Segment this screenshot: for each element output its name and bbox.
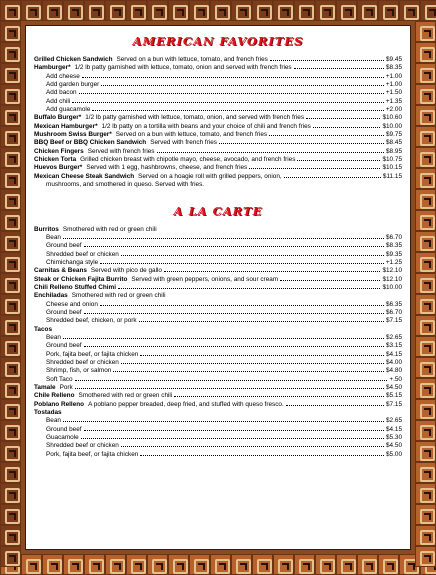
dot-leader bbox=[75, 380, 388, 381]
dot-leader bbox=[84, 313, 384, 314]
dot-leader bbox=[121, 446, 384, 447]
border-tile bbox=[0, 84, 21, 105]
item-name: Burritos bbox=[34, 225, 59, 233]
item-price: $10.15 bbox=[382, 164, 402, 172]
item-name: Pork, fajita beef, or fajita chicken bbox=[46, 350, 139, 358]
menu-item bbox=[34, 131, 402, 139]
border-tile bbox=[415, 315, 436, 336]
border-tile bbox=[0, 21, 21, 42]
border-tile bbox=[252, 0, 273, 21]
item-price: $4.50 bbox=[386, 384, 402, 392]
menu-option bbox=[34, 376, 402, 384]
dot-leader bbox=[84, 246, 384, 247]
border-tile bbox=[415, 357, 436, 378]
item-description: Served on a bun with lettuce, tomato, and french fries bbox=[116, 56, 268, 63]
item-name: Ground beef bbox=[46, 342, 82, 350]
border-tile bbox=[415, 525, 436, 546]
border-tile bbox=[0, 294, 21, 315]
dot-leader bbox=[297, 160, 380, 161]
item-price: $11.15 bbox=[382, 172, 402, 180]
dot-leader bbox=[140, 355, 384, 356]
item-name: Mexican Hamburger* bbox=[34, 122, 98, 130]
border-tile bbox=[273, 554, 294, 575]
border-tile bbox=[0, 462, 21, 483]
item-name: Chile Relleno bbox=[34, 392, 75, 400]
item-price: $10.00 bbox=[382, 283, 402, 291]
border-tile bbox=[0, 504, 21, 525]
item-name: Add bacon bbox=[46, 89, 77, 97]
border-tile bbox=[0, 42, 21, 63]
dot-leader bbox=[63, 338, 384, 339]
dot-leader bbox=[140, 455, 384, 456]
border-tile bbox=[105, 554, 126, 575]
menu-option bbox=[34, 359, 402, 367]
menu-item bbox=[34, 292, 402, 300]
dot-leader bbox=[157, 152, 385, 153]
dot-leader bbox=[63, 238, 384, 239]
border-tile bbox=[42, 554, 63, 575]
item-name: Bean bbox=[46, 233, 61, 241]
border-tile bbox=[0, 273, 21, 294]
item-description-continued bbox=[34, 181, 402, 189]
border-tile bbox=[415, 546, 436, 567]
section-heading-a-la-carte: A LA CARTE bbox=[173, 203, 263, 218]
item-name: Shrimp, fish, or salmon bbox=[46, 367, 112, 375]
item-name: Tostadas bbox=[34, 409, 62, 417]
dot-leader bbox=[79, 93, 384, 94]
item-name: Guacamole bbox=[46, 434, 79, 442]
menu-option bbox=[34, 451, 402, 459]
border-tile bbox=[378, 0, 399, 21]
border-tile bbox=[0, 483, 21, 504]
border-tile bbox=[415, 147, 436, 168]
border-tile bbox=[0, 378, 21, 399]
item-description: Served on a bun with lettuce, tomato, and french fries bbox=[115, 131, 268, 139]
border-tile bbox=[420, 0, 436, 21]
border-tile bbox=[210, 0, 231, 21]
menu-item bbox=[34, 148, 402, 156]
menu-option bbox=[34, 251, 402, 259]
border-tile bbox=[415, 63, 436, 84]
border-tile bbox=[0, 399, 21, 420]
border-tile bbox=[0, 315, 21, 336]
border-tile bbox=[84, 0, 105, 21]
border-tile bbox=[415, 504, 436, 525]
dot-leader bbox=[280, 280, 380, 281]
menu-item bbox=[34, 401, 402, 409]
border-tile bbox=[0, 525, 21, 546]
item-description: Served on a hoagie roll with grilled peppers, onion, bbox=[138, 172, 282, 180]
item-price: $4.00 bbox=[386, 359, 402, 366]
item-name: Soft Taco bbox=[46, 375, 73, 383]
menu-item bbox=[34, 56, 402, 64]
border-tile bbox=[415, 462, 436, 483]
item-name: Carnitas & Beans bbox=[34, 267, 87, 275]
item-price: $5.00 bbox=[386, 450, 402, 458]
item-name: Steak or Chicken Fajita Burrito bbox=[34, 275, 128, 283]
item-description: Pork bbox=[59, 384, 73, 392]
border-tile bbox=[231, 0, 252, 21]
item-name: Ground beef bbox=[46, 308, 82, 316]
menu-option bbox=[34, 434, 402, 442]
dot-leader bbox=[81, 438, 384, 439]
item-price: +.50 bbox=[389, 375, 402, 383]
dot-leader bbox=[164, 271, 380, 272]
dot-leader bbox=[286, 405, 384, 406]
item-price: $5.15 bbox=[386, 392, 402, 400]
border-tile bbox=[84, 554, 105, 575]
item-name: Huevos Burger* bbox=[34, 164, 83, 172]
border-tile bbox=[0, 336, 21, 357]
item-name: BBQ Beef or BBQ Chicken Sandwich bbox=[34, 139, 147, 147]
border-tile bbox=[415, 420, 436, 441]
border-tile bbox=[415, 273, 436, 294]
item-price: $4.80 bbox=[386, 367, 402, 375]
border-tile bbox=[21, 554, 42, 575]
item-name: Poblano Relleno bbox=[34, 400, 85, 408]
menu-option bbox=[34, 351, 402, 359]
border-tile bbox=[399, 0, 420, 21]
border-tile bbox=[42, 0, 63, 21]
item-name: Chicken Fingers bbox=[34, 147, 84, 155]
menu-option bbox=[34, 442, 402, 450]
item-price: $8.45 bbox=[386, 139, 402, 147]
menu-item bbox=[34, 123, 402, 131]
item-name: Bean bbox=[46, 333, 61, 341]
menu-panel bbox=[25, 25, 411, 550]
menu-option bbox=[34, 259, 402, 267]
menu-item bbox=[34, 64, 402, 72]
dot-leader bbox=[270, 60, 384, 61]
dot-leader bbox=[82, 77, 384, 78]
menu-item bbox=[34, 267, 402, 275]
border-tile bbox=[0, 441, 21, 462]
item-name: Ground beef bbox=[46, 242, 82, 250]
item-name: Pork, fajita beef, or fajita chicken bbox=[46, 450, 139, 458]
item-price: $6.70 bbox=[386, 308, 402, 316]
item-price: +1.00 bbox=[385, 81, 402, 89]
item-name: Buffalo Burger* bbox=[34, 114, 82, 122]
item-name: Add garden burger bbox=[46, 81, 100, 89]
border-tile bbox=[415, 231, 436, 252]
border-tile bbox=[273, 0, 294, 21]
dot-leader bbox=[294, 68, 384, 69]
item-name: Grilled Chicken Sandwich bbox=[34, 56, 113, 63]
item-name: Shredded beef or chicken bbox=[46, 442, 119, 450]
menu-option bbox=[34, 342, 402, 350]
item-price: $4.15 bbox=[386, 425, 402, 433]
item-name: Ground beef bbox=[46, 425, 82, 433]
item-price: $9.75 bbox=[386, 131, 402, 139]
item-name: Cheese and onion bbox=[46, 300, 98, 308]
border-tile bbox=[147, 554, 168, 575]
item-price: $9.45 bbox=[386, 56, 402, 63]
menu-option bbox=[34, 317, 402, 325]
dot-leader bbox=[139, 321, 384, 322]
menu-option bbox=[34, 106, 402, 114]
item-description: Served with green peppers, onions, and sour cream bbox=[131, 275, 279, 283]
border-tile bbox=[336, 0, 357, 21]
border-tile bbox=[63, 554, 84, 575]
menu-option bbox=[34, 73, 402, 81]
item-description: Smothered with red or green chili bbox=[71, 292, 166, 300]
dot-leader bbox=[249, 168, 380, 169]
border-tile bbox=[0, 546, 21, 567]
dot-leader bbox=[121, 363, 384, 364]
item-price: $8.35 bbox=[386, 64, 402, 72]
item-name: Add chili bbox=[46, 97, 71, 105]
menu-option bbox=[34, 98, 402, 106]
item-price: $5.30 bbox=[386, 434, 402, 442]
border-tile bbox=[415, 42, 436, 63]
border-tile bbox=[415, 126, 436, 147]
border-tile bbox=[147, 0, 168, 21]
border-tile bbox=[357, 0, 378, 21]
menu-item bbox=[34, 173, 402, 181]
item-description: A poblano pepper breaded, deep fried, and stuffed with queso fresco. bbox=[88, 400, 284, 408]
item-price: $8.95 bbox=[386, 147, 402, 155]
border-tile bbox=[168, 0, 189, 21]
border-tile bbox=[415, 336, 436, 357]
border-tile bbox=[126, 554, 147, 575]
item-name: Chicken Torta bbox=[34, 156, 77, 164]
menu-item bbox=[34, 164, 402, 172]
menu-item bbox=[34, 139, 402, 147]
border-tile bbox=[415, 441, 436, 462]
item-description: Served with 1 egg, hashbrowns, cheese, and french fries bbox=[86, 164, 248, 172]
border-tile bbox=[0, 147, 21, 168]
menu-option bbox=[34, 81, 402, 89]
border-tile bbox=[415, 378, 436, 399]
border-tile bbox=[415, 168, 436, 189]
dot-leader bbox=[269, 135, 384, 136]
border-tile bbox=[315, 0, 336, 21]
menu-item bbox=[34, 276, 402, 284]
border-tile bbox=[294, 0, 315, 21]
border-tile bbox=[315, 554, 336, 575]
item-price: +1.00 bbox=[385, 72, 402, 80]
border-tile bbox=[210, 554, 231, 575]
dot-leader bbox=[100, 305, 384, 306]
item-name: Chili Relleno Stuffed Chimi bbox=[34, 283, 117, 291]
item-name: Add cheese bbox=[46, 72, 80, 80]
border-tile bbox=[336, 554, 357, 575]
border-tile bbox=[126, 0, 147, 21]
menu-option bbox=[34, 89, 402, 97]
item-price: +1.50 bbox=[385, 89, 402, 97]
item-description: 1/2 lb patty on a tortilla with beans and your choice of chili and french fries bbox=[101, 122, 311, 130]
menu-option bbox=[34, 309, 402, 317]
item-price: $4.50 bbox=[386, 442, 402, 450]
menu-option bbox=[34, 367, 402, 375]
border-tile bbox=[415, 399, 436, 420]
menu-item bbox=[34, 409, 402, 417]
item-name: Tamale bbox=[34, 384, 56, 392]
item-price: $7.15 bbox=[386, 317, 402, 325]
border-tile bbox=[415, 252, 436, 273]
item-name: Enchiladas bbox=[34, 292, 68, 300]
border-tile bbox=[415, 189, 436, 210]
menu-option bbox=[34, 426, 402, 434]
item-name: Shredded beef or chicken bbox=[46, 359, 119, 366]
menu-option bbox=[34, 242, 402, 250]
border-tile bbox=[252, 554, 273, 575]
border-tile bbox=[189, 554, 210, 575]
menu-item bbox=[34, 326, 402, 334]
item-name: Chimichanga style bbox=[46, 258, 99, 266]
border-tile bbox=[415, 21, 436, 42]
item-name: Mushroom Swiss Burger* bbox=[34, 131, 112, 139]
dot-leader bbox=[284, 177, 381, 178]
menu-item bbox=[34, 284, 402, 292]
border-tile bbox=[21, 0, 42, 21]
item-price: $2.65 bbox=[386, 417, 402, 425]
item-price: $2.65 bbox=[386, 333, 402, 341]
border-tile bbox=[0, 231, 21, 252]
item-price: $8.35 bbox=[386, 242, 402, 250]
border-tile bbox=[415, 483, 436, 504]
item-price: $10.75 bbox=[382, 156, 402, 164]
border-tile bbox=[0, 0, 21, 21]
menu-option bbox=[34, 334, 402, 342]
item-description: mushrooms, and smothered in queso. Served with fries. bbox=[46, 181, 205, 189]
dot-leader bbox=[118, 288, 380, 289]
dot-leader bbox=[84, 346, 384, 347]
dot-leader bbox=[92, 110, 383, 111]
border-tile bbox=[0, 357, 21, 378]
border-tile bbox=[357, 554, 378, 575]
dot-leader bbox=[313, 127, 381, 128]
item-name: Shredded beef, chicken, or pork bbox=[46, 317, 137, 325]
item-name: Shredded beef or chicken bbox=[46, 250, 119, 258]
item-price: $3.15 bbox=[386, 342, 402, 350]
item-price: $6.35 bbox=[386, 300, 402, 308]
menu-item bbox=[34, 226, 402, 234]
item-price: +2.00 bbox=[385, 106, 402, 114]
border-tile bbox=[378, 554, 399, 575]
american-favorites-list bbox=[34, 56, 402, 190]
border-tile bbox=[231, 554, 252, 575]
border-tile bbox=[0, 252, 21, 273]
menu-item bbox=[34, 156, 402, 164]
item-price: $10.60 bbox=[382, 114, 402, 122]
item-name: Bean bbox=[46, 417, 61, 425]
item-price: $7.15 bbox=[386, 400, 402, 408]
border-tile bbox=[0, 168, 21, 189]
border-tile bbox=[63, 0, 84, 21]
border-tile bbox=[0, 105, 21, 126]
border-tile bbox=[168, 554, 189, 575]
item-name: Hamburger* bbox=[34, 64, 71, 72]
dot-leader bbox=[121, 255, 384, 256]
border-tile bbox=[294, 554, 315, 575]
menu-option bbox=[34, 301, 402, 309]
item-price: +1.35 bbox=[385, 97, 402, 105]
menu-option bbox=[34, 417, 402, 425]
dot-leader bbox=[72, 102, 384, 103]
menu-item bbox=[34, 114, 402, 122]
item-description: Served with french fries bbox=[150, 139, 217, 147]
item-description: Served with french fries bbox=[87, 147, 155, 155]
item-price: $12.10 bbox=[382, 267, 402, 275]
border-tile bbox=[0, 63, 21, 84]
border-tile bbox=[189, 0, 210, 21]
border-tile bbox=[415, 84, 436, 105]
item-description: Smothered with red or green chili bbox=[78, 392, 173, 400]
a-la-carte-list bbox=[34, 226, 402, 460]
border-tile bbox=[415, 105, 436, 126]
dot-leader bbox=[174, 396, 384, 397]
border-tile bbox=[0, 420, 21, 441]
border-tile bbox=[105, 0, 126, 21]
item-description: Served with pico de gallo bbox=[90, 267, 162, 275]
item-price: $10.00 bbox=[382, 122, 402, 130]
section-heading-american-favorites: AMERICAN FAVORITES bbox=[132, 34, 304, 48]
item-description: Grilled chicken breast with chipotle mayo, cheese, avocado, and french fries bbox=[80, 156, 296, 164]
dot-leader bbox=[101, 85, 384, 86]
item-price: $9.35 bbox=[386, 250, 402, 258]
menu-item bbox=[34, 392, 402, 400]
item-description: Smothered with red or green chili bbox=[62, 225, 157, 233]
border-tile bbox=[415, 294, 436, 315]
item-description: 1/2 lb patty garnished with lettuce, tomato, onion and served with french fries bbox=[74, 64, 292, 72]
border-tile bbox=[0, 126, 21, 147]
item-price: $4.15 bbox=[386, 350, 402, 358]
item-name: Mexican Cheese Steak Sandwich bbox=[34, 172, 135, 180]
dot-leader bbox=[63, 421, 384, 422]
border-tile bbox=[0, 189, 21, 210]
item-price: $12.10 bbox=[382, 275, 402, 283]
item-name: Add guacamole bbox=[46, 106, 91, 114]
dot-leader bbox=[219, 143, 384, 144]
item-description: 1/2 lb patty garnished with lettuce, tomato, onion, and served with french fries bbox=[85, 114, 305, 122]
item-price: $6.70 bbox=[386, 233, 402, 241]
dot-leader bbox=[306, 118, 380, 119]
menu-option bbox=[34, 234, 402, 242]
dot-leader bbox=[100, 263, 384, 264]
menu-item bbox=[34, 384, 402, 392]
item-price: +1.25 bbox=[385, 258, 402, 266]
dot-leader bbox=[84, 430, 384, 431]
border-tile bbox=[415, 210, 436, 231]
dot-leader bbox=[113, 371, 384, 372]
dot-leader bbox=[75, 388, 384, 389]
border-tile bbox=[0, 210, 21, 231]
item-name: Tacos bbox=[34, 325, 52, 333]
